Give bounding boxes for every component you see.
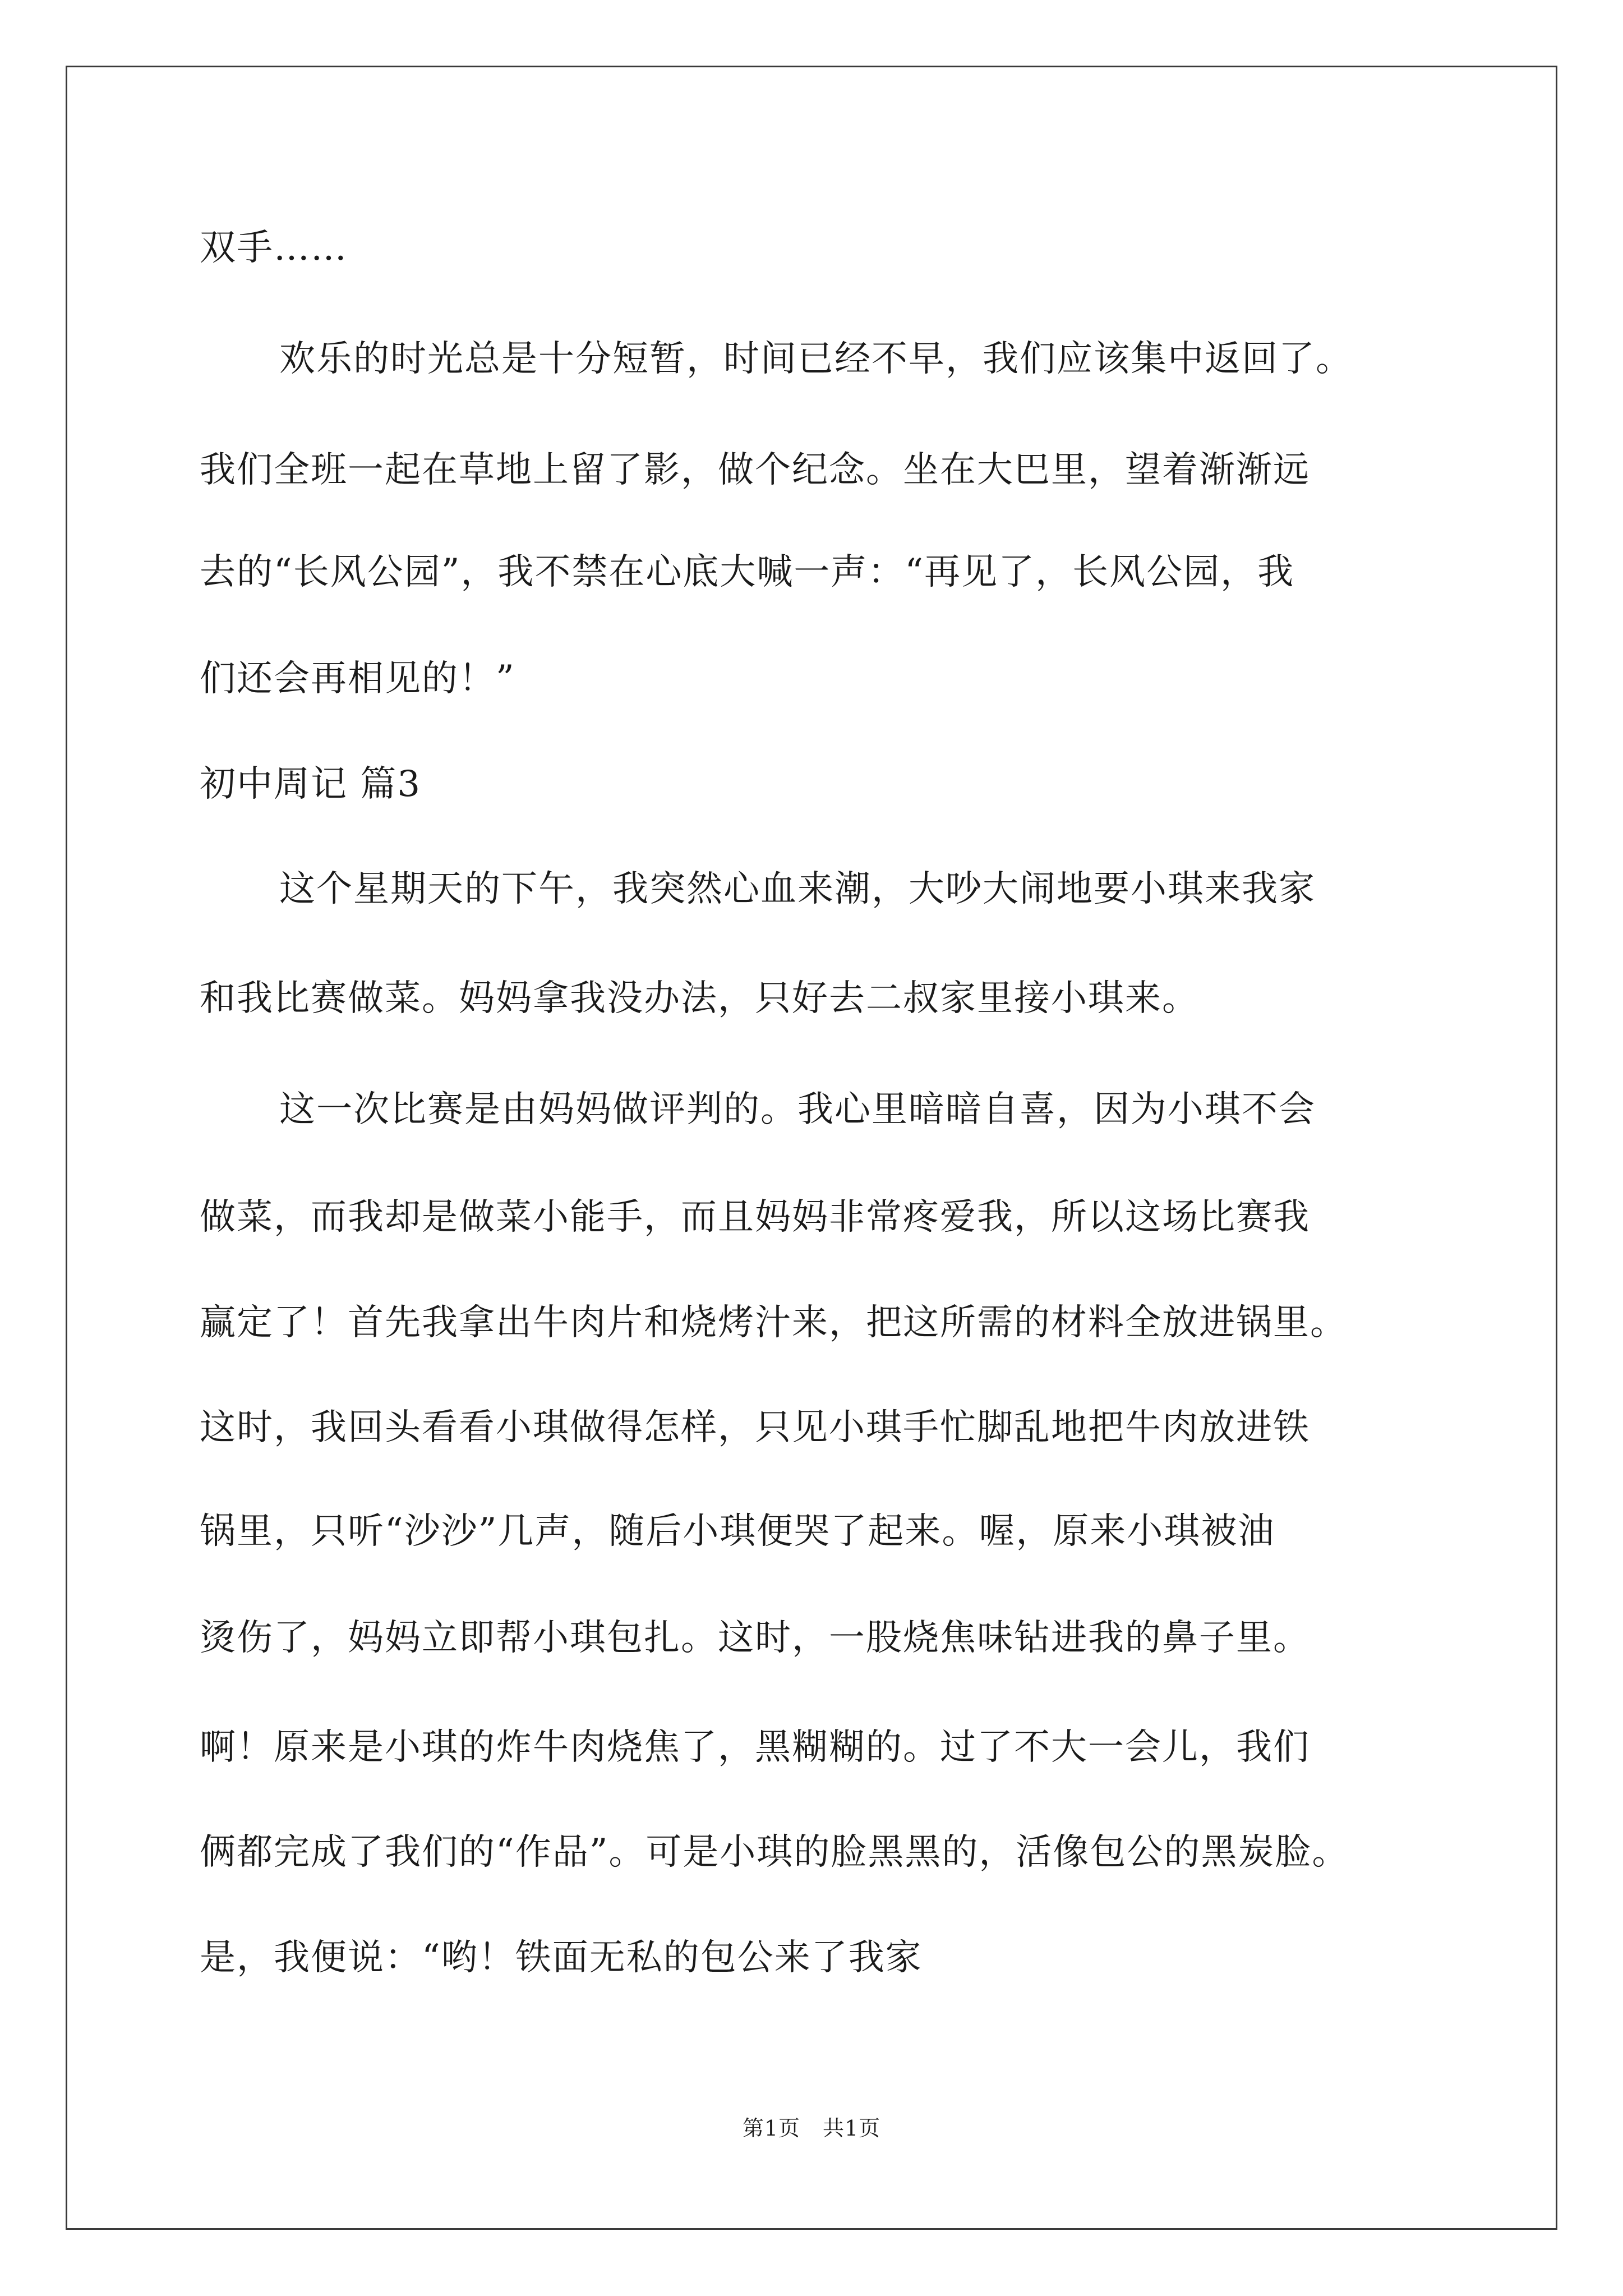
text-line: 俩都完成了我们的“作品”。可是小琪的脸黑黑的，活像包公的黑炭脸。 bbox=[200, 1832, 1349, 1873]
text-line: 和我比赛做菜。妈妈拿我没办法，只好去二叔家里接小琪来。 bbox=[200, 978, 1199, 1019]
section-heading: 初中周记 篇3 bbox=[200, 763, 422, 805]
paragraph-line: 欢乐的时光总是十分短暂，时间已经不早，我们应该集中返回了。 bbox=[279, 338, 1353, 380]
text-line: 双手…… bbox=[200, 227, 348, 269]
text-line: 烫伤了，妈妈立即帮小琪包扎。这时，一股烧焦味钻进我的鼻子里。 bbox=[200, 1617, 1310, 1659]
text-line: 锅里，只听“沙沙”几声，随后小琪便哭了起来。喔，原来小琪被油 bbox=[200, 1511, 1275, 1552]
text-line: 做菜，而我却是做菜小能手，而且妈妈非常疼爱我，所以这场比赛我 bbox=[200, 1197, 1310, 1238]
page-footer bbox=[0, 2115, 1623, 2142]
text-line: 赢定了！首先我拿出牛肉片和烧烤汁来，把这所需的材料全放进锅里。 bbox=[200, 1302, 1347, 1343]
text-line: 们还会再相见的！” bbox=[200, 658, 515, 700]
text-line: 我们全班一起在草地上留了影，做个纪念。坐在大巴里，望着渐渐远 bbox=[200, 449, 1310, 491]
page-number: 第1页 bbox=[742, 2116, 800, 2141]
text-line: 是，我便说：“哟！铁面无私的包公来了我家 bbox=[200, 1937, 923, 1978]
text-line: 这时，我回头看看小琪做得怎样，只见小琪手忙脚乱地把牛肉放进铁 bbox=[200, 1407, 1310, 1448]
page-total: 共1页 bbox=[823, 2116, 881, 2141]
text-line: 啊！原来是小琪的炸牛肉烧焦了，黑糊糊的。过了不大一会儿，我们 bbox=[200, 1727, 1310, 1768]
text-line: 去的“长风公园”，我不禁在心底大喊一声：“再见了，长风公园，我 bbox=[200, 551, 1295, 593]
page-frame bbox=[66, 66, 1557, 2230]
paragraph-line: 这一次比赛是由妈妈做评判的。我心里暗暗自喜，因为小琪不会 bbox=[279, 1089, 1316, 1130]
paragraph-line: 这个星期天的下午，我突然心血来潮，大吵大闹地要小琪来我家 bbox=[279, 868, 1316, 910]
